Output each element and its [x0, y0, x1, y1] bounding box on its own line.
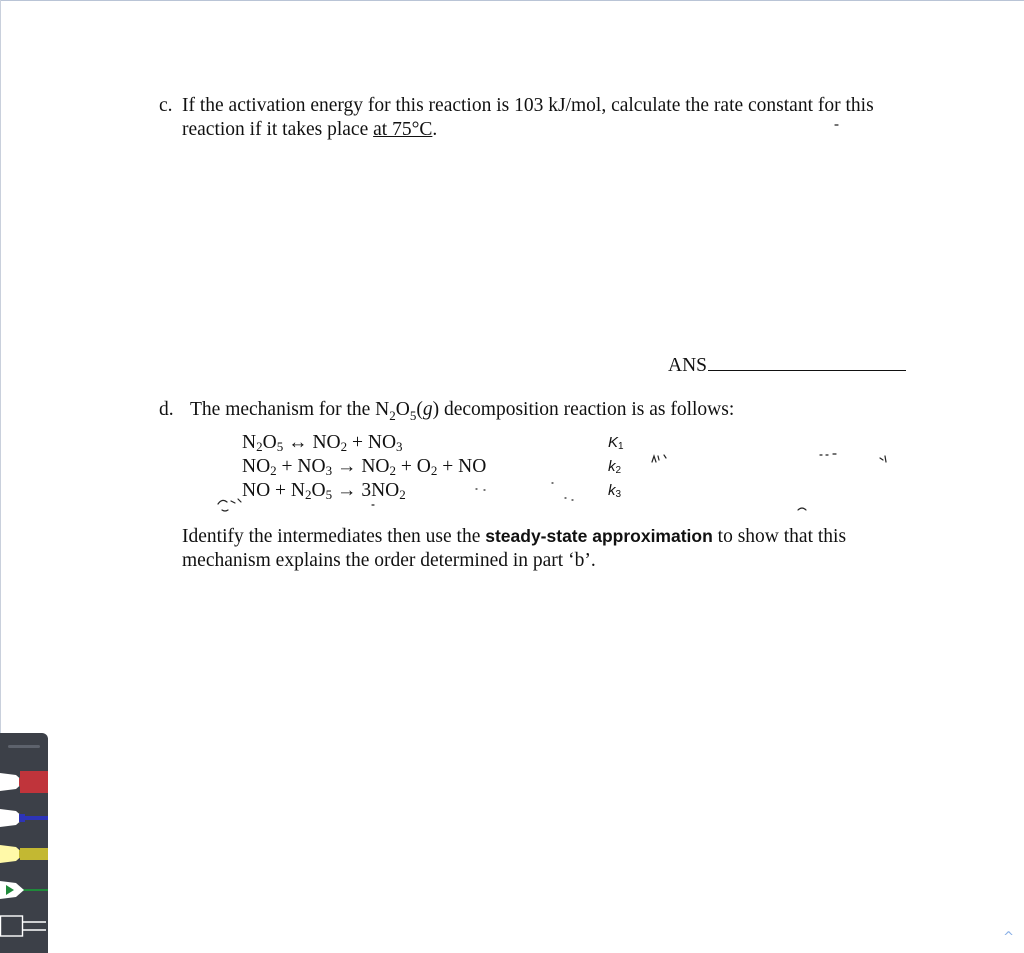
page-top-border — [0, 0, 1024, 1]
mechanism-step-2: $NO_2 + NO_3 \to NO_2 + O_2$ + NO — [242, 456, 487, 478]
green-pen-tool[interactable] — [0, 875, 48, 905]
yellow-highlighter-tool[interactable] — [0, 839, 48, 869]
red-pen-tool[interactable] — [0, 767, 48, 797]
green-pen-icon — [0, 875, 48, 905]
question-d-label: d. — [159, 399, 174, 420]
mechanism-step-1: $N_2O_5$ ↔ $NO_2 + NO_3$ — [242, 432, 403, 454]
question-d-instructions: Identify the intermediates then use the steady-state approximation to show that this mechanism explains the order determined in part ‘b’. — [182, 526, 847, 571]
toolbar-drag-handle[interactable] — [8, 745, 40, 748]
question-c-label: c. — [159, 95, 173, 116]
eraser-icon — [0, 911, 48, 941]
rate-constant-3: $k_3$ — [608, 482, 622, 500]
chevron-up-icon[interactable]: ^ — [1003, 930, 1014, 945]
rate-constant-2: $k_2$ — [608, 458, 622, 476]
mechanism-step-3: NO + $N_2O_5 \to 3NO_2$ — [242, 480, 406, 502]
yellow-highlighter-icon — [0, 839, 48, 869]
blue-pen-icon — [0, 803, 48, 833]
rate-constant-1: $K_1$ — [608, 434, 624, 452]
red-pen-icon — [0, 767, 48, 797]
answer-blank-line — [708, 352, 906, 371]
answer-label: ANS — [668, 355, 708, 376]
question-c — [159, 94, 919, 142]
answer-field — [668, 352, 906, 378]
question-d-intro: The mechanism for the $N_2O_5(g)$ decomposition reaction is as follows: — [190, 399, 735, 423]
blue-pen-tool[interactable] — [0, 803, 48, 833]
question-c-text: If the activation energy for this reaction is 103 kJ/mol, calculate the rate constant for this reaction if it takes place at 75°C. — [182, 95, 874, 140]
steady-state-approximation-bold: steady-state approximation — [485, 526, 713, 546]
question-d — [159, 398, 919, 428]
temperature-underlined: at 75°C — [373, 119, 433, 140]
annotation-toolbar — [0, 733, 48, 953]
eraser-tool[interactable] — [0, 911, 48, 941]
